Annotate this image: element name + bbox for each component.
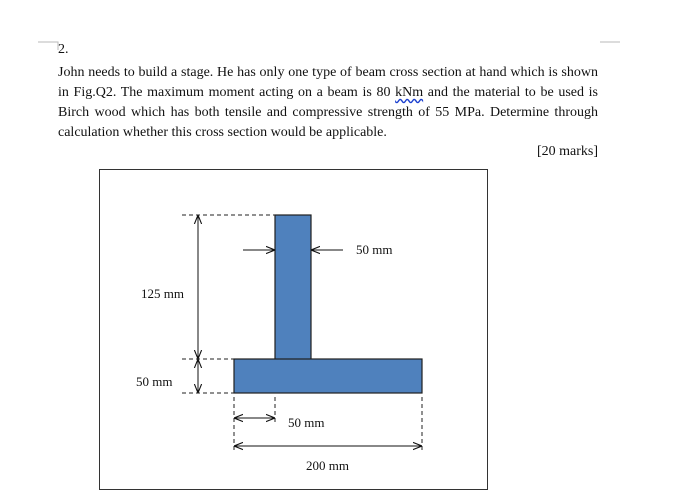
beam-flange [234, 359, 422, 393]
question-text-part-1: John needs to build a stage. He has only one type of beam cross section at hand which is shown in Fig.Q2. The maximum moment acting on a beam is 80 [58, 65, 598, 100]
offset-width-label: 50 mm [288, 415, 325, 430]
web-width-label: 50 mm [356, 242, 393, 257]
web-height-label: 125 mm [141, 286, 184, 301]
marks-label: [20 marks] [536, 144, 598, 159]
question-text-part-2: and the material to be used is Birch wood which has both tensile and compressive strength of 55 MPa. Determine through calculation whether this cross section would be applicable. [58, 85, 598, 140]
beam-web [275, 215, 311, 360]
flange-width-label: 200 mm [306, 458, 349, 473]
moment-unit: kNm [395, 85, 424, 100]
flange-height-label: 50 mm [136, 374, 173, 389]
question-number: 2. [58, 42, 69, 57]
